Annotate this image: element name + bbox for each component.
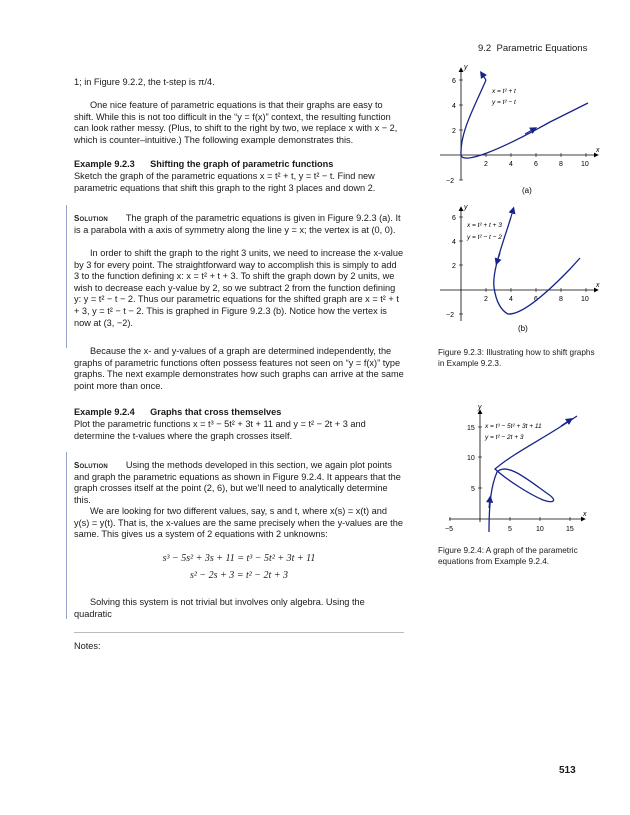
notes-divider bbox=[74, 632, 404, 633]
section-number: 9.2 bbox=[478, 43, 492, 54]
y-tick-label: 4 bbox=[452, 239, 456, 246]
example-label: Example 9.2.3 bbox=[74, 159, 135, 169]
example-label: Example 9.2.4 bbox=[74, 407, 135, 417]
example-statement-923: Sketch the graph of the parametric equations x = t² + t, y = t² − t. Find new parametric equations that shift this graph to the right 3 places and down 2. bbox=[74, 171, 376, 193]
y-tick-label: 2 bbox=[452, 128, 456, 135]
example-heading-923 bbox=[74, 159, 404, 171]
solution-bar bbox=[66, 205, 67, 348]
notes-label: Notes: bbox=[74, 641, 101, 651]
x-tick-label: 10 bbox=[536, 526, 544, 533]
figure-sublabel: (b) bbox=[518, 324, 528, 333]
x-tick-label: 10 bbox=[581, 161, 589, 168]
solution-label: Solution bbox=[74, 461, 108, 470]
curve-arrow bbox=[497, 253, 500, 262]
x-tick-label: 4 bbox=[509, 296, 513, 303]
equation-1: s³ − 5s² + 3s + 11 = t³ − 5t² + 3t + 11 bbox=[162, 553, 316, 564]
equation-label: x = t² + t bbox=[492, 88, 516, 95]
equation-2: s² − 2s + 3 = t² − 2t + 3 bbox=[189, 570, 289, 581]
x-tick-label: 6 bbox=[534, 296, 538, 303]
y-tick-label: 15 bbox=[467, 425, 475, 432]
solution-924-para1 bbox=[74, 460, 404, 506]
y-tick-label: 4 bbox=[452, 103, 456, 110]
equation-label: y = t² − t bbox=[492, 99, 516, 106]
x-axis-label: x bbox=[583, 511, 587, 518]
example-title: Graphs that cross themselves bbox=[150, 407, 282, 417]
y-tick-label: 2 bbox=[452, 263, 456, 270]
figure-923b bbox=[430, 203, 605, 343]
solution-923-para2: In order to shift the graph to the right 3 units, we need to increase the x-value by 3 for every point. The straightforward way to accomplish this is simply to add 3 to the function defining x: x = t² + t + 3. To shift the graph down by 2 units, we wish to decrease each y-value by 2, so we subtract 2 from the function defining y: y = t² − t − 2. Thus our parametric equations for the shifted graph are x = t² + t + 3, y = t² − t − 2. This is graphed in Figure 9.2.3 (b). Notice how the vertex is now at (3, −2). bbox=[74, 248, 404, 328]
x-tick-label: 8 bbox=[559, 296, 563, 303]
equation-label: x = t³ − 5t² + 3t + 11 bbox=[485, 423, 542, 430]
x-tick-label: 10 bbox=[581, 296, 589, 303]
example-statement-924: Plot the parametric functions x = t³ − 5t² + 3t + 11 and y = t² − 2t + 3 and determine the t-values where the graph crosses itself. bbox=[74, 419, 366, 441]
continuation-text: 1; in Figure 9.2.2, the t-step is π/4. bbox=[74, 77, 215, 87]
curve-arrow bbox=[482, 74, 486, 80]
y-axis-label: y bbox=[464, 204, 468, 211]
curve-arrow bbox=[511, 210, 513, 217]
y-tick-label: 6 bbox=[452, 78, 456, 85]
solution-bar bbox=[66, 452, 67, 619]
equation-label: y = t² − 2t + 3 bbox=[485, 434, 524, 441]
solution-924-text1: Using the methods developed in this section, we again plot points and graph the parametric equations as shown in Figure 9.2.4. It appears that the graph crosses itself at the point (2, 6), but we’ll need to analytically determine this. bbox=[74, 460, 401, 505]
example-heading-924 bbox=[74, 407, 404, 419]
y-tick-label: −2 bbox=[446, 178, 454, 185]
solution-923-text1: The graph of the parametric equations is given in Figure 9.2.3 (a). It is a parabola with a axis of symmetry along the line y = x; the vertex is at (0, 0). bbox=[74, 213, 401, 235]
x-tick-label: 2 bbox=[484, 161, 488, 168]
y-tick-label: 10 bbox=[467, 455, 475, 462]
equation-label: y = t² − t − 2 bbox=[467, 234, 502, 241]
parametric-curve bbox=[494, 217, 580, 314]
figure-923a bbox=[430, 60, 605, 200]
running-header bbox=[478, 43, 587, 54]
page-number: 513 bbox=[559, 765, 576, 776]
solution-924-para2: We are looking for two different values, say, s and t, where x(s) = x(t) and y(s) = y(t). That is, the x-values are the same precisely when the y-values are the same. This gives us a system of 2 equations with 2 unknowns: bbox=[74, 506, 403, 540]
paragraph-independent: Because the x- and y-values of a graph are determined independently, the graphs of parametric functions often possess features not seen on “y = f(x)” type graphs. The next example demonstrates how such graphs can arrive at the same point more than once. bbox=[74, 346, 404, 391]
x-tick-label: 5 bbox=[508, 526, 512, 533]
figure-924 bbox=[445, 404, 605, 536]
x-tick-label: −5 bbox=[445, 526, 453, 533]
section-title: Parametric Equations bbox=[496, 43, 588, 54]
intro-paragraph: One nice feature of parametric equations is that their graphs are easy to shift. While this is not too difficult in the “y = f(x)” context, the resulting function can look rather messy. (Plus, to shift to the right by two, we replace x with x − 2, which is counter–intuitive.) The following example demonstrates this. bbox=[74, 100, 398, 145]
y-tick-label: 6 bbox=[452, 215, 456, 222]
x-axis-label: x bbox=[596, 282, 600, 289]
x-tick-label: 15 bbox=[566, 526, 574, 533]
solution-label: Solution bbox=[74, 214, 108, 223]
x-tick-label: 6 bbox=[534, 161, 538, 168]
parametric-curve bbox=[461, 80, 588, 158]
solution-923-para1 bbox=[74, 213, 404, 236]
y-tick-label: 5 bbox=[471, 486, 475, 493]
solution-924-para3: Solving this system is not trivial but involves only algebra. Using the quadratic bbox=[74, 597, 365, 619]
x-axis-label: x bbox=[596, 147, 600, 154]
x-tick-label: 2 bbox=[484, 296, 488, 303]
figure-sublabel: (a) bbox=[522, 186, 532, 195]
y-tick-label: −2 bbox=[446, 312, 454, 319]
curve-arrow bbox=[561, 420, 570, 426]
example-title: Shifting the graph of parametric functions bbox=[150, 159, 334, 169]
figure-caption-924: Figure 9.2.4: A graph of the parametric equations from Example 9.2.4. bbox=[438, 546, 578, 566]
x-tick-label: 8 bbox=[559, 161, 563, 168]
x-tick-label: 4 bbox=[509, 161, 513, 168]
figure-caption-923: Figure 9.2.3: Illustrating how to shift graphs in Example 9.2.3. bbox=[438, 348, 595, 368]
equation-label: x = t² + t + 3 bbox=[467, 222, 502, 229]
y-axis-label: y bbox=[478, 404, 482, 411]
y-axis-label: y bbox=[464, 64, 468, 71]
